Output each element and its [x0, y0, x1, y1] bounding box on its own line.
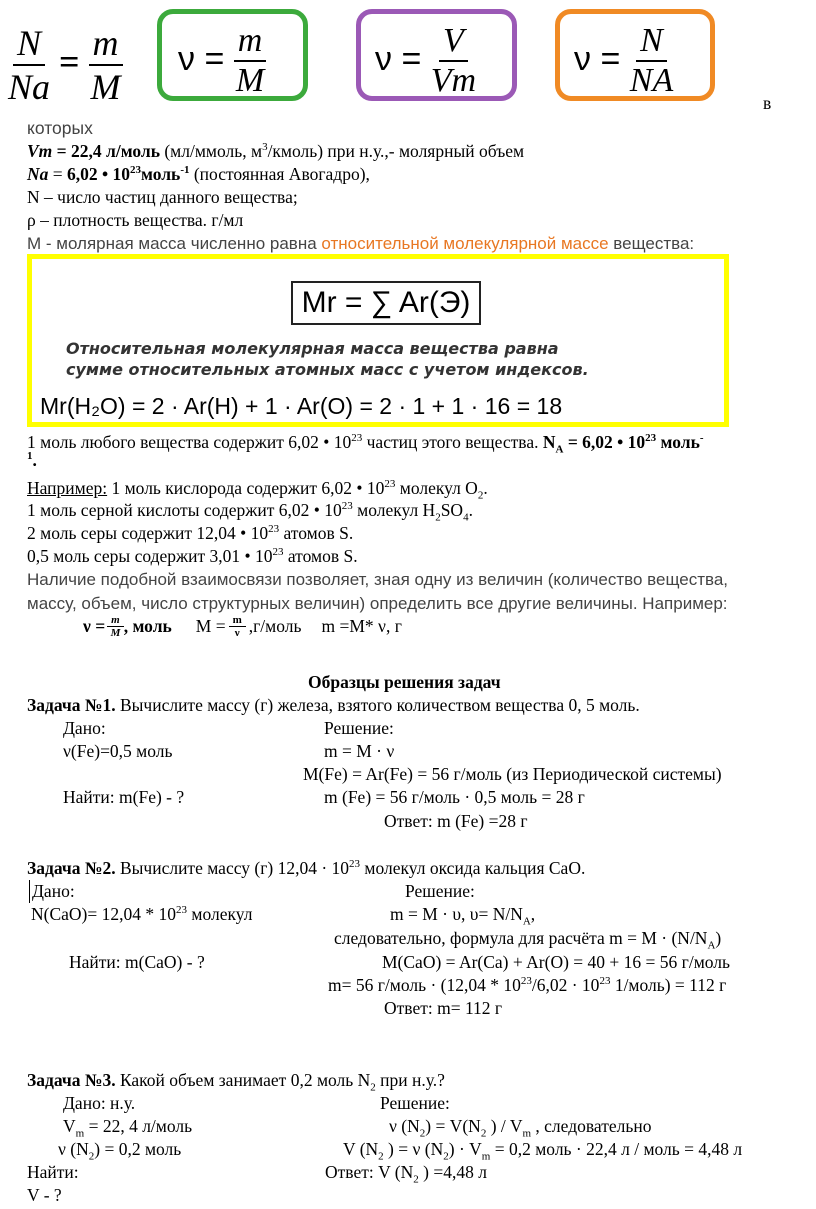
mr-formula: Mr = ∑ Ar(Э): [291, 281, 481, 325]
mr-italic-line2: сумме относительных атомных масс с учетом индексов.: [66, 360, 589, 379]
task2-step3: M(CaO) = Ar(Ca) + Ar(O) = 40 + 16 = 56 г/моль: [382, 952, 731, 972]
unit-formulas: ν = $\frac{m}{M}$ , моль M = $\frac{m}{\nu}$ ,г/моль m =M* ν, г: [83, 614, 402, 639]
task3-find2: V - ?: [27, 1185, 62, 1205]
task1-statement: Задача №1. Вычислите массу (г) железа, взятого количеством вещества 0, 5 моль.: [27, 695, 640, 715]
formula-box-mass: ν = $\frac{m}{M}$: [157, 9, 308, 101]
example-4: 0,5 моль серы содержит 3,01 • $10^{23}$ атомов S.: [27, 546, 358, 566]
task2-dano: Дано:: [29, 880, 75, 903]
task1-dano: Дано:: [63, 718, 106, 738]
task1-step1: m = M · ν: [324, 741, 395, 761]
task3-reshenie: Решение:: [380, 1093, 450, 1113]
task2-find: Найти: m(CaO) - ?: [69, 952, 205, 972]
defs-na: Na = 6,02 • $10^{23}моль^{-1}$ (постоянная Авогадро),: [27, 164, 370, 184]
task3-given2: ν $(N_2) = 0,2$ моль: [58, 1139, 182, 1163]
example-2: 1 моль серной кислоты содержит 6,02 • $10^{23}$ молекул $H_2SO_4$.: [27, 500, 473, 524]
mole-line1: 1 моль любого вещества содержит 6,02 • $10^{23}$ частиц этого вещества. $N_A = 6,02$ • $10^{23}$ моль-: [27, 432, 704, 456]
task3-given1: $V_m = 22$, 4 л/моль: [63, 1116, 193, 1140]
task3-dano: Дано: н.у.: [63, 1093, 136, 1113]
task1-step2: M(Fe) = Ar(Fe) = 56 г/моль (из Периодической системы): [303, 764, 722, 784]
task2-reshenie: Решение:: [405, 881, 475, 901]
task3-find: Найти:: [27, 1162, 79, 1182]
defs-line1: которых: [27, 118, 93, 138]
defs-rho: ρ – плотность вещества. г/мл: [27, 210, 244, 230]
task1-find: Найти: m(Fe) - ?: [63, 787, 185, 807]
task2-answer: Ответ: m= 112 г: [384, 998, 503, 1018]
link-relative-molecular-mass[interactable]: относительной молекулярной массе: [321, 234, 609, 253]
formula-box-particles: ν = $\frac{N}{NA}$: [555, 9, 715, 101]
example-3: 2 моль серы содержит 12,04 • $10^{23}$ атомов S.: [27, 523, 354, 543]
mr-example: Mr(H₂O) = 2 · Ar(H) + 1 · Ar(O) = 2 · 1 + 1 · 16 = 18: [40, 393, 563, 419]
task2-statement: Задача №2. Вычислите массу (г) $12,04 \cdot 10^{23}$ молекул оксида кальция CaO.: [27, 858, 586, 878]
task2-given: $N(CaO)= 12,04 * 10^{23}$ молекул: [31, 904, 253, 924]
task2-step2: следовательно, формула для расчёта $m = M \cdot (N/N_A)$: [334, 928, 722, 952]
mole-line2: $^1$.: [27, 450, 37, 470]
task3-step1: ν $(N_2) = V(N_2$ ) / $V_m$ , следовательно: [389, 1116, 652, 1140]
task3-step2: V ($N_2$ ) = ν $(N_2) \cdot V_m = 0,2$ моль · 22,4 л / моль = 4,48 л: [343, 1139, 743, 1163]
task1-answer: Ответ: m (Fe) =28 г: [384, 811, 528, 831]
task1-step3: m (Fe) = 56 г/моль · 0,5 моль = 28 г: [324, 787, 585, 807]
task1-reshenie: Решение:: [324, 718, 394, 738]
task3-answer: Ответ: V ($N_2$ ) =4,48 л: [325, 1162, 487, 1186]
tail-word: в: [763, 93, 772, 113]
task2-step4: m= 56 г/моль · ($12,04 * 10^{23}/6,02 \cdot 10^{23}$ 1/моль) = 112 г: [328, 975, 727, 995]
defs-n: N – число частиц данного вещества;: [27, 187, 298, 207]
defs-vm: Vm = 22,4 л/моль (мл/ммоль, $м^3/кмоль$) при н.у.,- молярный объем: [27, 141, 525, 161]
task2-step1: m = M · υ, $\upsilon= N/N_A$,: [390, 904, 536, 928]
samples-title: Образцы решения задач: [308, 672, 501, 692]
mr-definition-box: [27, 254, 729, 427]
defs-m: М - молярная масса численно равна относительной молекулярной массе вещества:: [27, 234, 695, 253]
para-line2: массу, объем, число структурных величин) определить все другие величины. Например:: [27, 594, 728, 613]
formula-n-na: $\frac{N}{Na}$ = $\frac{m}{M}$: [8, 23, 121, 107]
formula-box-volume: ν = $\frac{V}{Vm}$: [356, 9, 517, 101]
task1-given: ν(Fe)=0,5 моль: [63, 741, 173, 761]
task3-statement: Задача №3. Какой объем занимает 0,2 моль $N_2$ при н.у.?: [27, 1070, 445, 1094]
para-line1: Наличие подобной взаимосвязи позволяет, зная одну из величин (количество вещества,: [27, 570, 729, 589]
example-1: Например: 1 моль кислорода содержит 6,02 • $10^{23}$ молекул $O_2$.: [27, 478, 488, 502]
mr-italic-line1: Относительная молекулярная масса вещества равна: [66, 339, 559, 358]
